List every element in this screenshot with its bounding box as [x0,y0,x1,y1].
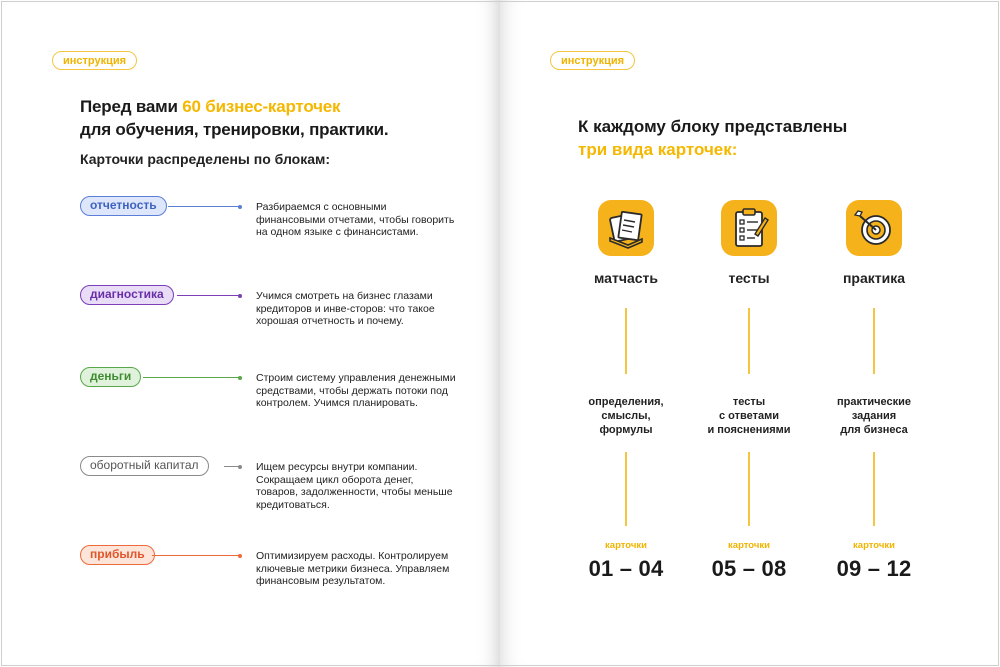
connector-dot [238,294,242,298]
connector-dot [238,465,242,469]
block-description: Разбираемся с основными финансовыми отчетами, чтобы говорить на одном языке с финансистами. [256,201,455,239]
pill-diagnostics: диагностика [80,285,174,305]
cards-label: карточки [853,540,895,551]
target-icon [846,200,902,256]
block-description: Строим систему управления денежными средствами, чтобы держать потоки под контролем. Учимся планировать. [256,372,456,410]
card-type-name: тесты [728,270,770,286]
desc-line: тесты [732,396,766,408]
title-line1: К каждому блоку представлены [578,117,848,136]
instruction-tag: инструкция [550,51,635,70]
connector-dot [238,205,242,209]
column-divider [873,452,875,526]
blocks-subheading: Карточки распределены по блокам: [80,151,331,167]
card-type-practice [799,200,949,581]
column-divider [748,452,750,526]
desc-line: формулы [599,424,653,436]
clipboard-icon [721,200,777,256]
pill-profit: прибыль [80,545,155,565]
column-divider [748,308,750,374]
cards-label: карточки [728,540,770,551]
desc-line: и пояснениями [707,424,791,436]
block-description: Оптимизируем расходы. Контролируем ключевые метрики бизнеса. Управляем финансовым результатом. [256,550,450,588]
desc-line: практические [837,396,911,408]
card-type-description [799,395,949,437]
title-accent: три вида карточек: [578,140,738,159]
column-divider [625,452,627,526]
connector-line [143,377,240,378]
card-type-name: матчасть [594,270,658,286]
heading-part2: для обучения, тренировки, практики. [80,120,389,139]
pill-money: деньги [80,367,141,387]
heading-part1: Перед вами [80,97,183,116]
desc-line: для бизнеса [840,424,908,436]
page-heading [80,95,388,141]
right-page-title [578,115,847,161]
connector-line [177,295,240,296]
cards-range: 05 – 08 [711,556,787,581]
desc-line: с ответами [718,410,779,422]
card-type-name: практика [842,270,906,286]
cards-range: 01 – 04 [588,556,664,581]
instruction-tag: инструкция [52,51,137,70]
connector-line [168,206,240,207]
block-description: Ищем ресурсы внутри компании. Сокращаем цикл оборота денег, товаров, задолженности, чтобы меньше кредитоваться. [256,461,453,511]
block-description: Учимся смотреть на бизнес глазами кредиторов и инве-сторов: что такое хорошая отчетность и почему. [256,290,435,328]
pill-working-capital: оборотный капитал [80,456,209,476]
desc-line: задания [851,410,897,422]
cards-label: карточки [605,540,647,551]
connector-dot [238,376,242,380]
connector-line [152,555,240,556]
connector-dot [238,554,242,558]
books-icon [598,200,654,256]
column-divider [625,308,627,374]
column-divider [873,308,875,374]
desc-line: смыслы, [601,410,651,422]
cards-range: 09 – 12 [836,556,912,581]
desc-line: определения, [588,396,664,408]
heading-accent: 60 бизнес-карточек [182,97,341,116]
pill-reporting: отчетность [80,196,167,216]
